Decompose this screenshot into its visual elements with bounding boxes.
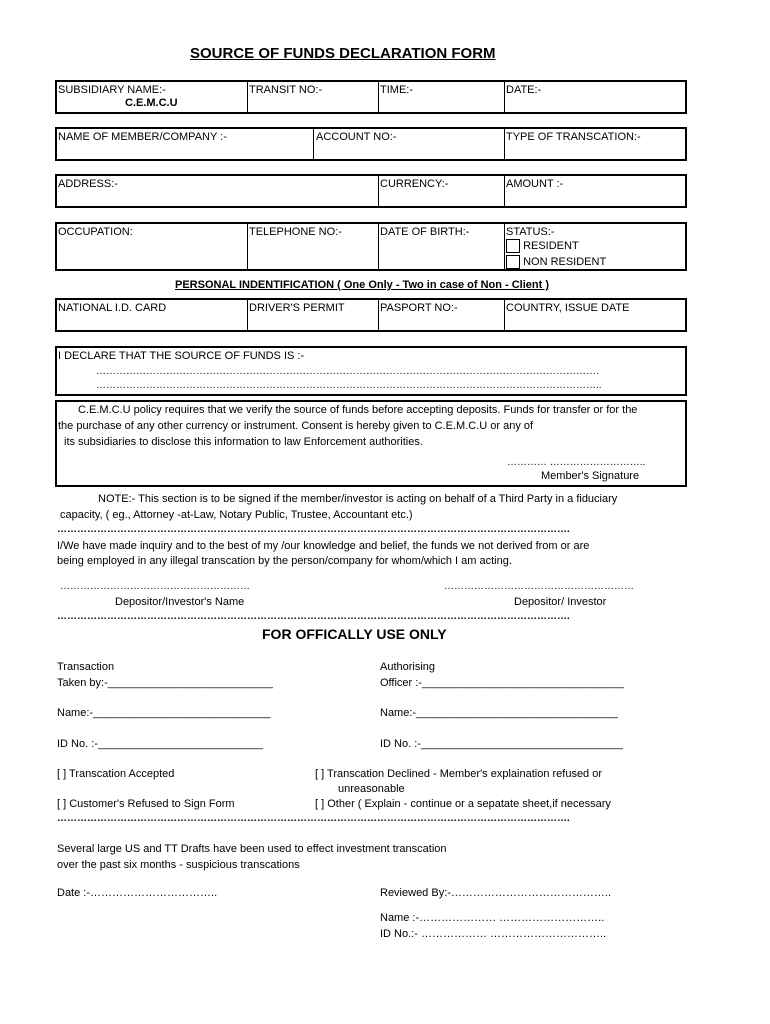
resident-option[interactable] (506, 239, 579, 253)
non-resident-option[interactable] (506, 255, 606, 269)
date-field[interactable]: DATE:- (506, 84, 542, 96)
dob-field[interactable]: DATE OF BIRTH:- (380, 226, 470, 238)
refused-option[interactable]: [ ] Customer's Refused to Sign Form (57, 798, 235, 810)
other-option[interactable]: [ ] Other ( Explain - continue or a sepatate sheet,if necessary (315, 798, 611, 810)
declined-continuation: unreasonable (338, 783, 405, 795)
taken-by-field[interactable]: Taken by:-___________________________ (57, 677, 273, 689)
amount-field[interactable]: AMOUNT :- (506, 178, 564, 190)
declined-option[interactable]: [ ] Transcation Declined - Member's explaination refused or (315, 768, 603, 780)
telephone-field[interactable]: TELEPHONE NO:- (249, 226, 342, 238)
row3-box (55, 174, 687, 208)
declare-line-1[interactable]: ……………………………………………………………………………………………………………………………………. (96, 366, 599, 377)
reviewed-by-field[interactable]: Reviewed By:-…………………………………….. (380, 887, 612, 899)
id-right-field[interactable]: ID No. :-_________________________________ (380, 738, 623, 750)
depositor-signature-label: Depositor/ Investor (514, 596, 607, 608)
member-signature-line[interactable]: ………… ……………………….. (507, 457, 646, 468)
policy-line-3: its subsidiaries to disclose this information to law Enforcement authorities. (64, 436, 423, 448)
currency-field[interactable]: CURRENCY:- (380, 178, 449, 190)
several-line-2: over the past six months - suspicious transcations (57, 859, 300, 871)
separator-1: ………………………………………………………………………………………………………………………………………. (57, 524, 570, 535)
separator-2: ………………………………………………………………………………………………………………………………………. (57, 611, 570, 622)
id-left-field[interactable]: ID No. :-___________________________ (57, 738, 264, 750)
inquiry-line-1: I/We have made inquiry and to the best of my /our knowledge and belief, the funds we not derived from or are (57, 540, 590, 552)
officer-field[interactable]: Officer :-_________________________________ (380, 677, 624, 689)
depositor-name-label: Depositor/Investor's Name (115, 596, 245, 608)
transaction-type-field[interactable]: TYPE OF TRANSCATION:- (506, 131, 641, 143)
official-use-heading: FOR OFFICALLY USE ONLY (262, 626, 447, 642)
member-name-field[interactable]: NAME OF MEMBER/COMPANY :- (58, 131, 227, 143)
non-resident-checkbox[interactable] (506, 255, 520, 269)
declare-line-2[interactable]: …………………………………………………………………………………………………………………………………….. (96, 380, 602, 391)
non-resident-label: NON RESIDENT (523, 255, 607, 268)
name-right-field[interactable]: Name:-_________________________________ (380, 707, 618, 719)
account-field[interactable]: ACCOUNT NO:- (316, 131, 397, 143)
personal-id-heading: PERSONAL INDENTIFICATION ( One Only - Two in case of Non - Client ) (175, 279, 550, 291)
subsidiary-value[interactable]: C.E.M.C.U (125, 97, 178, 109)
depositor-name-line[interactable]: ………………………………………………… (60, 581, 250, 592)
depositor-signature-line[interactable]: ………………………………………………… (444, 581, 634, 592)
several-line-1: Several large US and TT Drafts have been used to effect investment transcation (57, 843, 447, 855)
drivers-permit-field[interactable]: DRIVER'S PERMIT (249, 302, 345, 314)
transaction-label: Transaction (57, 661, 115, 673)
name-left-field[interactable]: Name:-_____________________________ (57, 707, 271, 719)
national-id-field[interactable]: NATIONAL I.D. CARD (58, 302, 167, 314)
reviewer-name-field[interactable]: Name :-………………… ……………………….. (380, 912, 605, 924)
status-label: STATUS:- (506, 226, 555, 238)
separator-3: ………………………………………………………………………………………………………………………………………. (57, 813, 570, 824)
inquiry-line-2: being employed in any illegal transcation by the person/company for whom/which I am acting. (57, 555, 512, 567)
policy-line-2: the purchase of any other currency or instrument. Consent is hereby given to C.E.M.C.U or any of (58, 420, 534, 432)
time-field[interactable]: TIME:- (380, 84, 413, 96)
transit-field[interactable]: TRANSIT NO:- (249, 84, 323, 96)
occupation-field[interactable]: OCCUPATION: (58, 226, 133, 238)
accepted-option[interactable]: [ ] Transcation Accepted (57, 768, 175, 780)
resident-checkbox[interactable] (506, 239, 520, 253)
address-field[interactable]: ADDRESS:- (58, 178, 118, 190)
page-title: SOURCE OF FUNDS DECLARATION FORM (190, 45, 496, 62)
authorising-label: Authorising (380, 661, 436, 673)
country-issue-date-field[interactable]: COUNTRY, ISSUE DATE (506, 302, 630, 314)
reviewer-id-field[interactable]: ID No.:- ……………… ………………………….. (380, 928, 607, 940)
passport-field[interactable]: PASPORT NO:- (380, 302, 458, 314)
note-line-1: NOTE:- This section is to be signed if the member/investor is acting on behalf of a Third Party in a fiduciary (98, 493, 618, 505)
policy-line-1: C.E.M.C.U policy requires that we verify the source of funds before accepting deposits. Funds for transfer or for the (78, 404, 638, 416)
note-line-2: capacity, ( eg., Attorney -at-Law, Notary Public, Trustee, Accountant etc.) (60, 509, 413, 521)
date-field[interactable]: Date :-…………………………….. (57, 887, 218, 899)
member-signature-label: Member's Signature (541, 470, 640, 482)
subsidiary-label: SUBSIDIARY NAME:- (58, 84, 166, 96)
resident-label: RESIDENT (523, 239, 579, 252)
declare-label: I DECLARE THAT THE SOURCE OF FUNDS IS :- (58, 350, 305, 362)
